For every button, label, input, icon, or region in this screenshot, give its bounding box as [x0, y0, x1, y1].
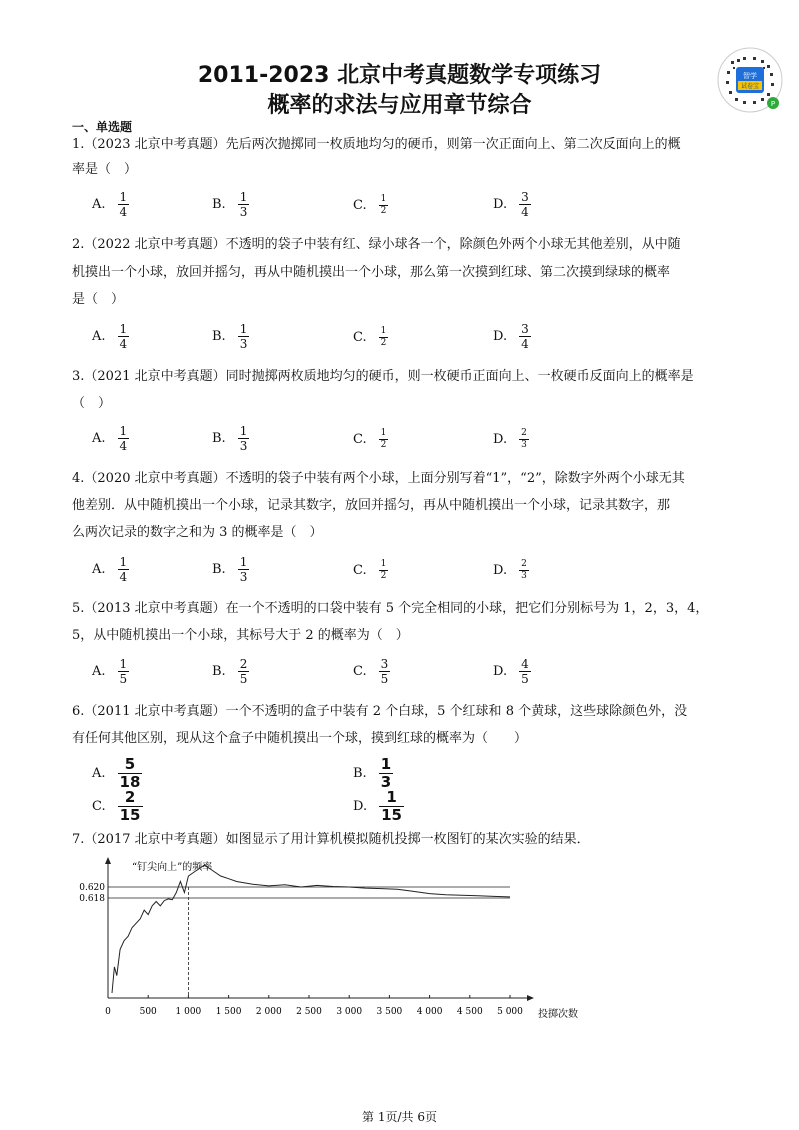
qr-label-top: 智学: [743, 72, 757, 80]
x-axis-label: 投掷次数: [538, 1009, 578, 1020]
option: D. $\frac{3}{4}$: [493, 322, 529, 351]
x-tick-label: 3 500: [376, 1007, 403, 1017]
question-text: 有任何其他区别，现从这个盒子中随机摸出一个球，摸到红球的概率为（ ）: [72, 731, 528, 746]
y-tick-label: 0.618: [79, 894, 105, 904]
option: B. $\frac{1}{3}$: [212, 322, 248, 351]
question-text: 5，从中随机摸出一个小球，其标号大于 2 的概率为（ ）: [72, 628, 409, 643]
option: C. $\frac{1}{2}$: [353, 428, 387, 450]
x-tick-label: 0: [105, 1007, 111, 1017]
option: A. $\frac{1}{4}$: [92, 424, 128, 453]
option: C. $\frac{1}{2}$: [353, 326, 387, 348]
option: D. $\frac{2}{3}$: [493, 428, 527, 450]
x-tick-label: 5 000: [497, 1007, 523, 1017]
question-text: 7.（2017 北京中考真题）如图显示了用计算机模拟随机投掷一枚图钉的某次实验的结果．: [72, 832, 590, 847]
question-text: 么两次记录的数字之和为 3 的概率是（ ）: [72, 525, 323, 540]
question-text: 2.（2022 北京中考真题）不透明的袋子中装有红、绿小球各一个，除颜色外两个小球无其他差别，从中随: [72, 237, 681, 252]
option: A. $\frac{1}{5}$: [92, 657, 128, 686]
option: A. $\frac{5}{18}$: [92, 755, 141, 791]
y-axis-label: “钉尖向上”的频率: [132, 862, 213, 873]
option: D. $\frac{1}{15}$: [353, 788, 402, 824]
option: A. $\frac{1}{4}$: [92, 555, 128, 584]
option: B. $\frac{1}{3}$: [212, 424, 248, 453]
x-tick-label: 3 000: [336, 1007, 363, 1017]
question-text: 3.（2021 北京中考真题）同时抛掷两枚质地均匀的硬币，则一枚硬币正面向上、一枚硬币反面向上的概率是: [72, 369, 694, 384]
x-tick-label: 2 500: [296, 1007, 322, 1017]
question-text: 是（ ）: [72, 292, 125, 307]
option: C. $\frac{2}{15}$: [92, 788, 141, 824]
x-tick-label: 2 000: [255, 1007, 282, 1017]
option: D. $\frac{4}{5}$: [493, 657, 529, 686]
option: B. $\frac{1}{3}$: [212, 190, 248, 219]
option: A. $\frac{1}{4}$: [92, 322, 128, 351]
option: D. $\frac{3}{4}$: [493, 190, 529, 219]
option: B. $\frac{1}{3}$: [353, 755, 392, 791]
qr-label-bottom: 试卷宝: [740, 83, 760, 90]
frequency-series-line: [112, 865, 510, 993]
option: B. $\frac{1}{3}$: [212, 555, 248, 584]
option: C. $\frac{1}{2}$: [353, 194, 387, 216]
x-axis-arrow: [527, 995, 534, 1001]
paper-title: 2011-2023 北京中考真题数学专项练习: [197, 63, 602, 88]
option: A. $\frac{1}{4}$: [92, 190, 128, 219]
option: C. $\frac{1}{2}$: [353, 559, 387, 581]
x-tick-label: 500: [139, 1007, 157, 1017]
x-tick-label: 4 000: [416, 1007, 443, 1017]
question-text: 率是（ ）: [72, 162, 138, 177]
qr-badge: P: [770, 100, 776, 108]
frequency-chart: [72, 853, 592, 1025]
x-tick-label: 4 500: [456, 1007, 483, 1017]
question-text: 6.（2011 北京中考真题）一个不透明的盒子中装有 2 个白球，5 个红球和 8 个黄球，这些球除颜色外，没: [72, 704, 688, 719]
question-text: 他差别．从中随机摸出一个小球，记录其数字，放回并摇匀，再从中随机摸出一个小球，记录其数字，那: [72, 498, 671, 513]
option: D. $\frac{2}{3}$: [493, 559, 527, 581]
question-text: 5.（2013 北京中考真题）在一个不透明的口袋中装有 5 个完全相同的小球，把它们分别标号为 1，2，3，4，: [72, 601, 709, 616]
section-heading: 一、单选题: [72, 120, 133, 134]
question-text: 1.（2023 北京中考真题）先后两次抛掷同一枚质地均匀的硬币，则第一次正面向上、第二次反面向上的概: [72, 137, 681, 152]
question-text: 4.（2020 北京中考真题）不透明的袋子中装有两个小球，上面分别写着“1”，“2”，除数字外两个小球无其: [72, 471, 685, 486]
question-text: 机摸出一个小球，放回并摇匀，再从中随机摸出一个小球，那么第一次摸到红球、第二次摸到绿球的概率: [72, 265, 671, 280]
x-tick-label: 1 500: [215, 1007, 242, 1017]
option: B. $\frac{2}{5}$: [212, 657, 248, 686]
paper-subtitle: 概率的求法与应用章节综合: [267, 93, 532, 118]
question-text: （ ）: [72, 396, 112, 411]
option: C. $\frac{3}{5}$: [353, 657, 389, 686]
y-axis-arrow: [105, 857, 111, 864]
page-footer: 第 1页/共 6页: [362, 1110, 437, 1124]
y-tick-label: 0.620: [79, 883, 105, 893]
qr-code-icon: [717, 47, 783, 113]
x-tick-label: 1 000: [175, 1007, 202, 1017]
